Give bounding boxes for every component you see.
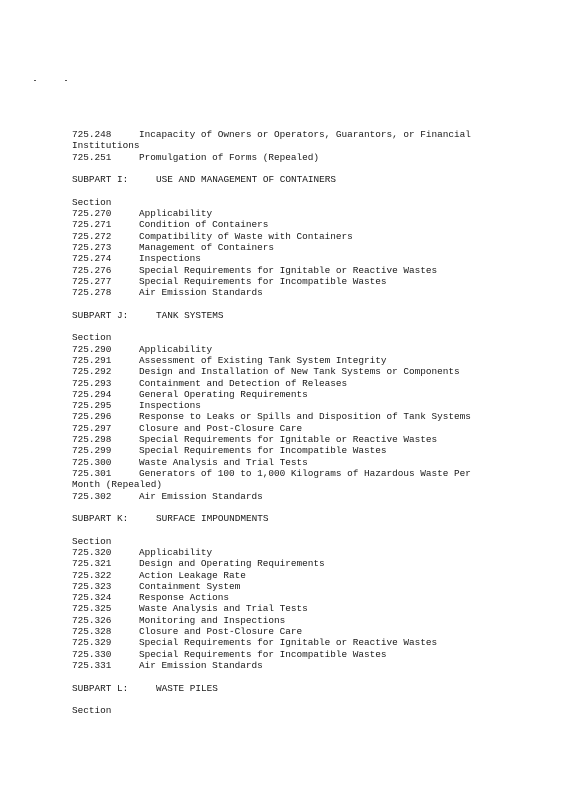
section-title: Management of Containers <box>139 241 275 253</box>
scan-speck <box>65 80 67 81</box>
section-number: 725.301 <box>72 467 112 479</box>
subpart-heading <box>72 310 512 321</box>
toc-entry <box>72 129 512 140</box>
section-number: 725.331 <box>72 659 112 671</box>
section-title: Inspections <box>139 400 201 412</box>
section-number: 725.292 <box>72 366 112 378</box>
section-label: Section <box>72 332 112 344</box>
section-number: 725.277 <box>72 275 112 287</box>
toc-entry <box>72 355 512 366</box>
toc-entry <box>72 615 512 626</box>
section-number: 725.274 <box>72 253 112 265</box>
toc-entry <box>72 253 512 264</box>
subpart-name: USE AND MANAGEMENT OF CONTAINERS <box>156 174 337 186</box>
section-title-continuation: Month (Repealed) <box>72 479 163 491</box>
section-title: Special Requirements for Incompatible Wastes <box>139 648 387 660</box>
spacer <box>72 671 512 682</box>
section-number: 725.298 <box>72 434 112 446</box>
toc-entry <box>72 344 512 355</box>
toc-entry <box>72 378 512 389</box>
spacer <box>72 321 512 332</box>
subpart-label: SUBPART K: <box>72 513 129 525</box>
section-number: 725.296 <box>72 411 112 423</box>
section-title: Action Leakage Rate <box>139 569 246 581</box>
toc-entry-continuation <box>72 479 512 490</box>
toc-entry <box>72 649 512 660</box>
spacer <box>72 524 512 535</box>
section-number: 725.295 <box>72 400 112 412</box>
section-number: 725.302 <box>72 490 112 502</box>
section-number: 725.270 <box>72 208 112 220</box>
section-title: Response to Leaks or Spills and Disposition of Tank Systems <box>139 411 471 423</box>
section-title: Waste Analysis and Trial Tests <box>139 456 308 468</box>
section-number: 725.293 <box>72 377 112 389</box>
section-title: Inspections <box>139 253 201 265</box>
toc-entry <box>72 445 512 456</box>
subpart-heading <box>72 683 512 694</box>
section-number: 725.322 <box>72 569 112 581</box>
section-title: Special Requirements for Ignitable or Reactive Wastes <box>139 264 438 276</box>
toc-entry <box>72 208 512 219</box>
section-label: Section <box>72 705 112 717</box>
section-number: 725.251 <box>72 151 112 163</box>
spacer <box>72 163 512 174</box>
subpart-label: SUBPART J: <box>72 309 129 321</box>
subpart-label: SUBPART L: <box>72 682 129 694</box>
section-number: 725.300 <box>72 456 112 468</box>
spacer <box>72 502 512 513</box>
toc-entry <box>72 400 512 411</box>
section-title: Air Emission Standards <box>139 287 263 299</box>
spacer <box>72 694 512 705</box>
section-title: Containment System <box>139 580 241 592</box>
section-number: 725.276 <box>72 264 112 276</box>
section-title: Compatibility of Waste with Containers <box>139 230 353 242</box>
toc-entry <box>72 547 512 558</box>
section-label: Section <box>72 535 112 547</box>
section-title: Special Requirements for Ignitable or Reactive Wastes <box>139 434 438 446</box>
section-number: 725.325 <box>72 603 112 615</box>
toc-entry <box>72 491 512 502</box>
subpart-name: TANK SYSTEMS <box>156 309 224 321</box>
section-title: Condition of Containers <box>139 219 269 231</box>
section-title: Special Requirements for Incompatible Wastes <box>139 445 387 457</box>
toc-entry <box>72 152 512 163</box>
section-title: Monitoring and Inspections <box>139 614 286 626</box>
section-number: 725.278 <box>72 287 112 299</box>
section-title: Generators of 100 to 1,000 Kilograms of Hazardous Waste Per <box>139 467 471 479</box>
section-number: 725.299 <box>72 445 112 457</box>
section-number: 725.329 <box>72 637 112 649</box>
section-title: Air Emission Standards <box>139 659 263 671</box>
toc-entry <box>72 265 512 276</box>
section-number: 725.323 <box>72 580 112 592</box>
section-title: Promulgation of Forms (Repealed) <box>139 151 320 163</box>
section-title: Applicability <box>139 343 213 355</box>
document-body <box>72 129 512 716</box>
section-number: 725.326 <box>72 614 112 626</box>
section-title: Response Actions <box>139 592 230 604</box>
toc-entry <box>72 231 512 242</box>
toc-entry <box>72 219 512 230</box>
section-number: 725.272 <box>72 230 112 242</box>
subpart-heading <box>72 174 512 185</box>
section-number: 725.321 <box>72 558 112 570</box>
toc-entry <box>72 660 512 671</box>
section-label: Section <box>72 196 112 208</box>
subpart-heading <box>72 513 512 524</box>
section-title: Applicability <box>139 208 213 220</box>
toc-entry <box>72 366 512 377</box>
toc-entry <box>72 637 512 648</box>
spacer <box>72 185 512 196</box>
toc-entry <box>72 411 512 422</box>
section-title: Closure and Post-Closure Care <box>139 422 303 434</box>
section-number: 725.330 <box>72 648 112 660</box>
toc-entry <box>72 423 512 434</box>
toc-entry <box>72 603 512 614</box>
spacer <box>72 298 512 309</box>
section-title: Closure and Post-Closure Care <box>139 626 303 638</box>
section-title: Design and Installation of New Tank Systems or Components <box>139 366 460 378</box>
section-number: 725.324 <box>72 592 112 604</box>
toc-entry <box>72 468 512 479</box>
subpart-name: WASTE PILES <box>156 682 218 694</box>
section-number: 725.248 <box>72 129 112 140</box>
section-title: Design and Operating Requirements <box>139 558 325 570</box>
section-number: 725.273 <box>72 241 112 253</box>
toc-entry-continuation <box>72 140 512 151</box>
section-number: 725.297 <box>72 422 112 434</box>
subpart-label: SUBPART I: <box>72 174 129 186</box>
section-title: Containment and Detection of Releases <box>139 377 348 389</box>
section-number: 725.294 <box>72 388 112 400</box>
toc-entry <box>72 242 512 253</box>
section-title: Incapacity of Owners or Operators, Guarantors, or Financial <box>139 129 471 140</box>
toc-entry <box>72 592 512 603</box>
section-number: 725.320 <box>72 546 112 558</box>
toc-entry <box>72 581 512 592</box>
section-number: 725.291 <box>72 354 112 366</box>
toc-entry <box>72 558 512 569</box>
section-title: Assessment of Existing Tank System Integrity <box>139 354 387 366</box>
toc-entry <box>72 287 512 298</box>
toc-entry <box>72 389 512 400</box>
section-title: General Operating Requirements <box>139 388 308 400</box>
section-title: Waste Analysis and Trial Tests <box>139 603 308 615</box>
section-title: Applicability <box>139 546 213 558</box>
section-title: Air Emission Standards <box>139 490 263 502</box>
toc-entry <box>72 276 512 287</box>
scan-speck <box>34 80 36 81</box>
section-title: Special Requirements for Ignitable or Reactive Wastes <box>139 637 438 649</box>
section-number: 725.271 <box>72 219 112 231</box>
section-title: Special Requirements for Incompatible Wastes <box>139 275 387 287</box>
subpart-name: SURFACE IMPOUNDMENTS <box>156 513 269 525</box>
toc-entry <box>72 434 512 445</box>
section-title-continuation: Institutions <box>72 140 140 152</box>
toc-entry <box>72 570 512 581</box>
toc-entry <box>72 626 512 637</box>
toc-entry <box>72 457 512 468</box>
section-number: 725.290 <box>72 343 112 355</box>
section-number: 725.328 <box>72 626 112 638</box>
